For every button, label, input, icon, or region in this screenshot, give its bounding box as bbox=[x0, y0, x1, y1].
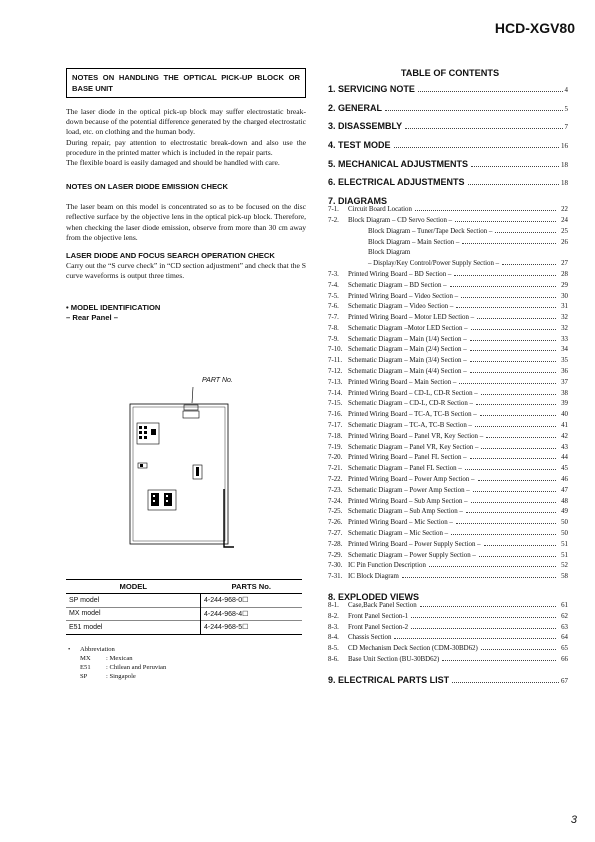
toc-item-text: Chassis Section bbox=[348, 634, 392, 642]
toc-item-number: 7-30. bbox=[328, 562, 343, 570]
toc-page: 47 bbox=[561, 486, 568, 494]
toc-section-label: 6. ELECTRICAL ADJUSTMENTS bbox=[328, 177, 465, 188]
toc-page: 50 bbox=[561, 530, 568, 538]
toc-page: 48 bbox=[561, 497, 568, 505]
toc-section-parts-list[interactable] bbox=[328, 675, 568, 694]
toc-leader bbox=[468, 184, 559, 185]
toc-item-text: Printed Wiring Board – TC-A, TC-B Section – bbox=[348, 411, 477, 419]
toc-item-text: Printed Wiring Board – Panel VR, Key Section – bbox=[348, 432, 484, 440]
focus-search-title: LASER DIODE AND FOCUS SEARCH OPERATION CHECK bbox=[66, 251, 275, 261]
table-row bbox=[66, 594, 302, 608]
toc-leader bbox=[486, 437, 556, 438]
toc-item-text: Printed Wiring Board – Panel FL Section – bbox=[348, 454, 467, 462]
toc-item-number: 7-26. bbox=[328, 519, 343, 527]
abbr-value: : Chilean and Peruvian bbox=[106, 664, 167, 671]
toc-item[interactable] bbox=[328, 602, 568, 613]
toc-page: 26 bbox=[561, 238, 568, 246]
toc-item-number: 8-2. bbox=[328, 612, 339, 620]
toc-item[interactable] bbox=[328, 346, 568, 357]
toc-item[interactable] bbox=[328, 368, 568, 379]
table-row bbox=[66, 621, 302, 635]
abbreviation-block: • Abbreviation MX : Mexican E51 : Chilean and Peruvian SP : Singapole bbox=[68, 646, 167, 680]
toc-item-number: 7-29. bbox=[328, 551, 343, 559]
toc-page: 18 bbox=[561, 179, 568, 188]
toc-item-text: Printed Wiring Board – Mic Section – bbox=[348, 519, 453, 527]
toc-section[interactable] bbox=[328, 159, 568, 178]
toc-item[interactable] bbox=[328, 519, 568, 530]
toc-item[interactable] bbox=[328, 239, 568, 250]
toc-leader bbox=[411, 617, 556, 618]
toc-item[interactable] bbox=[328, 573, 568, 584]
toc-section-label: 5. MECHANICAL ADJUSTMENTS bbox=[328, 158, 469, 169]
toc-page: 29 bbox=[561, 281, 568, 289]
toc-leader bbox=[450, 286, 556, 287]
toc-leader bbox=[470, 361, 556, 362]
toc-page: 25 bbox=[561, 227, 568, 235]
toc-item-text: Printed Wiring Board – Motor LED Section – bbox=[348, 314, 475, 322]
toc-page: 44 bbox=[561, 454, 568, 462]
toc-leader bbox=[442, 660, 556, 661]
toc-item[interactable] bbox=[328, 411, 568, 422]
abbreviation-title: Abbreviation bbox=[80, 646, 115, 653]
toc-item-number: 7-22. bbox=[328, 476, 343, 484]
toc-page: 5 bbox=[564, 104, 568, 113]
toc-leader bbox=[484, 545, 556, 546]
toc-item-number: 7-16. bbox=[328, 411, 343, 419]
toc-page: 18 bbox=[561, 160, 568, 169]
toc-item-text: Case,Back Panel Section bbox=[348, 602, 417, 610]
toc-item-text: CD Mechanism Deck Section (CDM-30BD62) bbox=[348, 645, 478, 653]
toc-item[interactable] bbox=[328, 228, 568, 239]
abbr-key: E51 bbox=[80, 664, 91, 671]
optical-notes-p3: The flexible board is easily damaged and should be handled with care. bbox=[66, 158, 280, 168]
toc-page: 34 bbox=[561, 346, 568, 354]
toc-section-label: 2. GENERAL bbox=[328, 102, 383, 113]
toc-page: 52 bbox=[561, 562, 568, 570]
toc-item-text: Printed Wiring Board – CD-L, CD-R Section – bbox=[348, 389, 478, 397]
toc-item-text: Block Diagram – Main Section – bbox=[368, 238, 460, 246]
toc-item-text: Block Diagram – Tuner/Tape Deck Section – bbox=[368, 227, 493, 235]
model-cell: SP model bbox=[66, 594, 201, 608]
toc-page: 40 bbox=[561, 411, 568, 419]
toc-item[interactable] bbox=[328, 379, 568, 390]
toc-leader bbox=[394, 638, 556, 639]
toc-leader bbox=[481, 448, 556, 449]
toc-leader bbox=[476, 404, 556, 405]
toc-leader bbox=[480, 415, 556, 416]
toc-section[interactable] bbox=[328, 140, 568, 159]
toc-item[interactable] bbox=[328, 498, 568, 509]
toc-item-number: 7-17. bbox=[328, 422, 343, 430]
toc-page: 46 bbox=[561, 476, 568, 484]
toc-item[interactable] bbox=[328, 541, 568, 552]
toc-leader bbox=[471, 502, 556, 503]
toc-leader bbox=[481, 649, 556, 650]
rear-panel-figure bbox=[126, 377, 246, 555]
toc-item[interactable] bbox=[328, 325, 568, 336]
toc-item-text: Schematic Diagram – TC-A, TC-B Section – bbox=[348, 422, 472, 430]
toc-item[interactable] bbox=[328, 530, 568, 541]
toc-leader bbox=[471, 329, 556, 330]
toc-page: 28 bbox=[561, 270, 568, 278]
toc-section[interactable] bbox=[328, 121, 568, 140]
focus-search-p1: Carry out the “S curve check” in “CD section adjustment” and check that the S curve waveforms is output three times. bbox=[66, 261, 306, 281]
toc-item-number: 8-5. bbox=[328, 645, 339, 653]
toc-item-text: Schematic Diagram – Power Supply Section – bbox=[348, 551, 476, 559]
toc-item-text: IC Pin Function Description bbox=[348, 562, 426, 570]
toc-item[interactable] bbox=[328, 487, 568, 498]
toc-item-text: Schematic Diagram –Motor LED Section – bbox=[348, 324, 468, 332]
toc-item-number: 7-24. bbox=[328, 497, 343, 505]
toc-item-number: 8-3. bbox=[328, 623, 339, 631]
toc-item[interactable] bbox=[328, 454, 568, 465]
toc-item-text: Schematic Diagram – Video Section – bbox=[348, 303, 454, 311]
toc-section[interactable] bbox=[328, 177, 568, 196]
optical-notes-p1: The laser diode in the optical pick-up block may suffer electrostatic break-down because of the potential difference generated by the charged electrostatic load, etc. on clothing and the human body. bbox=[66, 107, 306, 137]
toc-item-number: 7-10. bbox=[328, 346, 343, 354]
toc-leader bbox=[394, 147, 559, 148]
abbr-value: : Mexican bbox=[106, 655, 133, 662]
toc-item-number: 8-4. bbox=[328, 634, 339, 642]
toc-item-text: Printed Wiring Board – Power Amp Section – bbox=[348, 476, 475, 484]
toc-page: 51 bbox=[561, 551, 568, 559]
toc-item[interactable] bbox=[328, 314, 568, 325]
toc-leader bbox=[478, 480, 557, 481]
toc-page: 41 bbox=[561, 422, 568, 430]
toc-section[interactable] bbox=[328, 103, 568, 122]
toc-leader bbox=[477, 318, 556, 319]
toc-leader bbox=[495, 232, 556, 233]
toc-leader bbox=[471, 166, 559, 167]
toc-item-text: Printed Wiring Board – BD Section – bbox=[348, 270, 452, 278]
model-cell: MX model bbox=[66, 607, 201, 621]
parts-cell: 4-244-968-0☐ bbox=[201, 594, 303, 608]
page-number: 3 bbox=[570, 814, 577, 826]
toc-item-number: 7-7. bbox=[328, 314, 339, 322]
toc-page: 62 bbox=[561, 612, 568, 620]
toc-item-number: 7-21. bbox=[328, 465, 343, 473]
toc-page: 66 bbox=[561, 656, 568, 663]
table-of-contents bbox=[328, 68, 568, 693]
toc-page: 32 bbox=[561, 314, 568, 322]
toc-item-text: Schematic Diagram – BD Section – bbox=[348, 281, 447, 289]
model-header: HCD-XGV80 bbox=[494, 20, 575, 36]
diagrams-title: 7. DIAGRAMS bbox=[328, 196, 388, 207]
toc-page: 36 bbox=[561, 368, 568, 376]
toc-item-number: 7-2. bbox=[328, 216, 339, 224]
parts-cell: 4-244-968-4☐ bbox=[201, 607, 303, 621]
toc-leader bbox=[451, 534, 556, 535]
optical-notes-title: NOTES ON HANDLING THE OPTICAL PICK-UP BLOCK OR BASE UNIT bbox=[66, 68, 306, 98]
toc-page: 49 bbox=[561, 508, 568, 516]
toc-page: 33 bbox=[561, 335, 568, 343]
toc-leader bbox=[461, 297, 556, 298]
toc-item-text: Schematic Diagram – Power Amp Section – bbox=[348, 486, 470, 494]
toc-item-text: Schematic Diagram – CD-L, CD-R Section – bbox=[348, 400, 473, 408]
toc-item[interactable] bbox=[328, 634, 568, 645]
rear-panel-drawing bbox=[126, 385, 246, 555]
toc-section-label: 1. SERVICING NOTE bbox=[328, 84, 415, 94]
toc-leader bbox=[462, 243, 556, 244]
toc-page: 7 bbox=[564, 123, 568, 132]
toc-item-number: 7-18. bbox=[328, 432, 343, 440]
toc-section-label: 3. DISASSEMBLY bbox=[328, 121, 403, 132]
left-column bbox=[66, 68, 306, 323]
toc-page: 32 bbox=[561, 324, 568, 332]
toc-item-number: 7-6. bbox=[328, 303, 339, 311]
toc-section-label: 9. ELECTRICAL PARTS LIST bbox=[328, 674, 450, 685]
toc-leader bbox=[429, 566, 556, 567]
toc-item[interactable] bbox=[328, 217, 568, 228]
toc-item[interactable] bbox=[328, 562, 568, 573]
toc-page: 45 bbox=[561, 465, 568, 473]
table-row bbox=[66, 607, 302, 621]
toc-item-number: 7-23. bbox=[328, 486, 343, 494]
toc-item-text: Schematic Diagram – Main (1/4) Section – bbox=[348, 335, 467, 343]
optical-notes-p2: During repair, pay attention to electrostatic break-down and also use the procedure in the printed matter which is included in the repair parts. bbox=[66, 137, 306, 157]
toc-item-text: Block Diagram – CD Servo Section – bbox=[348, 216, 453, 224]
toc-item-number: 7-5. bbox=[328, 292, 339, 300]
toc-item[interactable] bbox=[328, 293, 568, 304]
toc-leader bbox=[465, 469, 556, 470]
toc-leader bbox=[466, 512, 556, 513]
toc-item-text: Printed Wiring Board – Main Section – bbox=[348, 378, 457, 386]
toc-item-text: Printed Wiring Board – Sub Amp Section – bbox=[348, 497, 468, 505]
toc-item[interactable] bbox=[328, 508, 568, 519]
toc-item-text: Printed Wiring Board – Power Supply Section – bbox=[348, 540, 481, 548]
model-table bbox=[66, 579, 302, 635]
toc-item[interactable] bbox=[328, 271, 568, 282]
toc-item-number: 7-25. bbox=[328, 508, 343, 516]
toc-item-text: Circuit Board Location bbox=[348, 206, 412, 214]
toc-item-text: Printed Wiring Board – Video Section – bbox=[348, 292, 459, 300]
toc-page: 58 bbox=[561, 573, 568, 581]
abbr-key: SP bbox=[80, 673, 88, 680]
laser-emission-p1: The laser beam on this model is concentrated so as to be focused on the disc reflective surface by the objective lens in the optical pick-up block. Therefore, when checking the laser diode emission, observe from more than 30 cm away from the objective lens. bbox=[66, 202, 306, 242]
toc-item-number: 7-13. bbox=[328, 378, 343, 386]
toc-leader bbox=[454, 275, 556, 276]
toc-leader bbox=[481, 394, 556, 395]
toc-item[interactable] bbox=[328, 476, 568, 487]
toc-page: 65 bbox=[561, 645, 568, 653]
toc-item[interactable] bbox=[328, 645, 568, 656]
toc-item[interactable] bbox=[328, 613, 568, 624]
toc-item[interactable] bbox=[328, 656, 568, 667]
model-id-title: • MODEL IDENTIFICATION bbox=[66, 303, 161, 313]
model-id-subtitle: – Rear Panel – bbox=[66, 313, 118, 323]
toc-leader bbox=[415, 210, 556, 211]
part-no-label: PART No. bbox=[202, 377, 233, 384]
toc-page: 22 bbox=[561, 206, 568, 214]
toc-item[interactable] bbox=[328, 624, 568, 635]
toc-leader bbox=[385, 110, 562, 111]
toc-item[interactable] bbox=[328, 260, 568, 271]
toc-item-text: Front Panel Section-2 bbox=[348, 623, 409, 631]
toc-page: 38 bbox=[561, 389, 568, 397]
toc-page: 4 bbox=[564, 86, 568, 94]
toc-title: TABLE OF CONTENTS bbox=[400, 68, 500, 78]
laser-emission-title: NOTES ON LASER DIODE EMISSION CHECK bbox=[66, 182, 229, 192]
toc-page: 27 bbox=[561, 260, 568, 268]
toc-item[interactable] bbox=[328, 400, 568, 411]
toc-page: 63 bbox=[561, 623, 568, 631]
toc-item-text: Schematic Diagram – Sub Amp Section – bbox=[348, 508, 463, 516]
toc-item-number: 7-9. bbox=[328, 335, 339, 343]
toc-page: 43 bbox=[561, 443, 568, 451]
toc-page: 61 bbox=[561, 602, 568, 610]
toc-leader bbox=[470, 350, 556, 351]
toc-leader bbox=[456, 307, 556, 308]
abbr-value: : Singapole bbox=[106, 673, 136, 680]
toc-page: 24 bbox=[561, 216, 568, 224]
toc-leader bbox=[418, 91, 563, 92]
parts-header-cell: PARTS No. bbox=[201, 580, 303, 594]
toc-section[interactable] bbox=[328, 84, 568, 103]
abbr-key: MX bbox=[80, 655, 91, 662]
toc-page: 35 bbox=[561, 357, 568, 365]
toc-page: 30 bbox=[561, 292, 568, 300]
toc-item-text: Front Panel Section-1 bbox=[348, 612, 409, 620]
toc-item-number: 7-8. bbox=[328, 324, 339, 332]
exploded-title: 8. EXPLODED VIEWS bbox=[328, 592, 420, 603]
toc-leader bbox=[470, 458, 556, 459]
toc-item[interactable] bbox=[328, 206, 568, 217]
toc-item-number: 7-3. bbox=[328, 270, 339, 278]
toc-item-text: Schematic Diagram – Mic Section – bbox=[348, 530, 449, 538]
toc-section-label: 4. TEST MODE bbox=[328, 140, 391, 151]
toc-item-text: Schematic Diagram – Main (2/4) Section – bbox=[348, 346, 467, 354]
toc-leader bbox=[459, 383, 556, 384]
toc-page: 42 bbox=[561, 432, 568, 440]
toc-leader bbox=[455, 221, 556, 222]
toc-item-number: 8-1. bbox=[328, 602, 339, 610]
toc-item-text: Schematic Diagram – Main (4/4) Section – bbox=[348, 368, 467, 376]
toc-leader bbox=[452, 682, 559, 683]
toc-leader bbox=[473, 491, 556, 492]
toc-leader bbox=[456, 523, 556, 524]
parts-cell: 4-244-968-5☐ bbox=[201, 621, 303, 635]
toc-item-text: Schematic Diagram – Panel FL Section – bbox=[348, 465, 462, 473]
toc-page: 51 bbox=[561, 540, 568, 548]
toc-leader bbox=[402, 577, 556, 578]
toc-item-number: 7-27. bbox=[328, 530, 343, 538]
toc-leader bbox=[502, 264, 556, 265]
toc-item-number: 7-12. bbox=[328, 368, 343, 376]
toc-page: 39 bbox=[561, 400, 568, 408]
toc-item-number: 7-11. bbox=[328, 357, 343, 365]
toc-page: 37 bbox=[561, 378, 568, 386]
toc-leader bbox=[420, 606, 556, 607]
toc-leader bbox=[475, 426, 556, 427]
toc-item-number: 7-14. bbox=[328, 389, 343, 397]
toc-item[interactable] bbox=[328, 444, 568, 455]
toc-item-number: 7-1. bbox=[328, 206, 339, 214]
toc-item-number: 7-20. bbox=[328, 454, 343, 462]
toc-page: 64 bbox=[561, 634, 568, 642]
toc-item-text: Block Diagram bbox=[368, 249, 411, 257]
toc-item-number: 7-19. bbox=[328, 443, 343, 451]
toc-item[interactable] bbox=[328, 422, 568, 433]
toc-item-text: – Display/Key Control/Power Supply Section – bbox=[368, 260, 500, 268]
toc-leader bbox=[411, 628, 556, 629]
toc-item-number: 7-28. bbox=[328, 540, 343, 548]
toc-item[interactable] bbox=[328, 336, 568, 347]
toc-item-text: Base Unit Section (BU-30BD62) bbox=[348, 656, 440, 663]
toc-page: 31 bbox=[561, 303, 568, 311]
toc-item-number: 7-4. bbox=[328, 281, 339, 289]
toc-item-number: 7-31. bbox=[328, 573, 343, 581]
toc-item[interactable] bbox=[328, 249, 568, 260]
toc-item-text: Schematic Diagram – Main (3/4) Section – bbox=[348, 357, 467, 365]
toc-item-number: 8-6. bbox=[328, 656, 339, 663]
toc-item-text: Schematic Diagram – Panel VR, Key Section – bbox=[348, 443, 479, 451]
model-header-cell: MODEL bbox=[66, 580, 201, 594]
toc-leader bbox=[470, 372, 556, 373]
toc-item-number: 7-15. bbox=[328, 400, 343, 408]
toc-page: 67 bbox=[561, 676, 568, 685]
toc-leader bbox=[479, 556, 556, 557]
toc-leader bbox=[470, 340, 556, 341]
toc-item[interactable] bbox=[328, 433, 568, 444]
toc-page: 50 bbox=[561, 519, 568, 527]
toc-item-text: IC Block Diagram bbox=[348, 573, 399, 581]
toc-item[interactable] bbox=[328, 390, 568, 401]
model-cell: E51 model bbox=[66, 621, 201, 635]
toc-item[interactable] bbox=[328, 357, 568, 368]
toc-leader bbox=[405, 128, 562, 129]
toc-item[interactable] bbox=[328, 282, 568, 293]
toc-page: 16 bbox=[561, 142, 568, 151]
toc-item[interactable] bbox=[328, 303, 568, 314]
toc-item[interactable] bbox=[328, 465, 568, 476]
toc-item[interactable] bbox=[328, 552, 568, 563]
